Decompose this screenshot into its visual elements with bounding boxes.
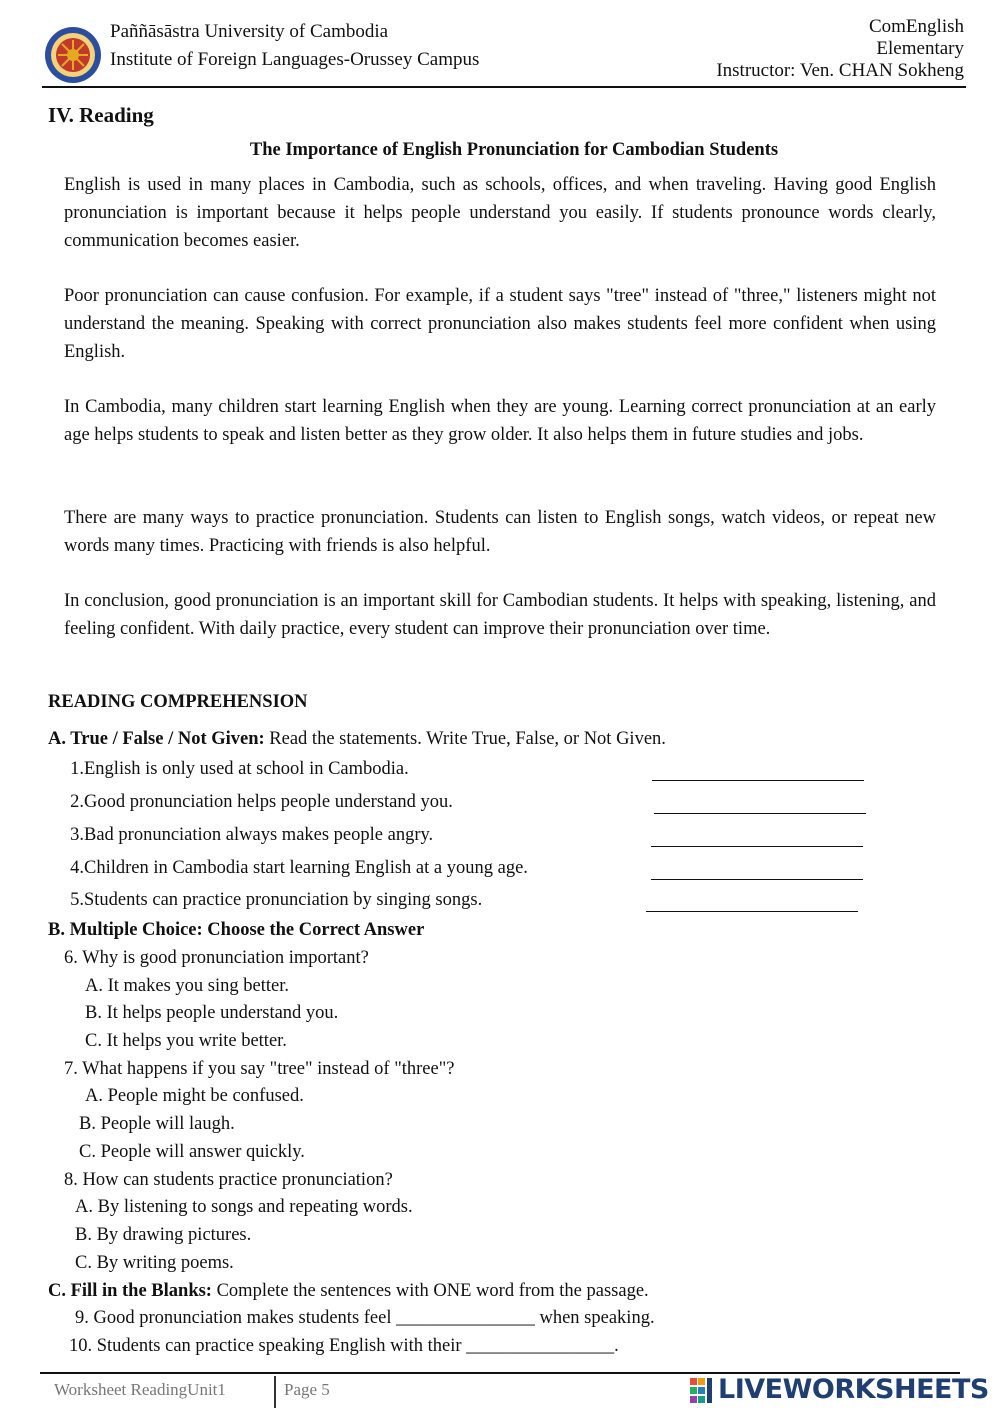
section-title: IV. Reading [48, 103, 154, 127]
footer-separator [274, 1376, 276, 1408]
mc-option[interactable]: B. It helps people understand you. [85, 1003, 339, 1023]
mc-option[interactable]: A. People might be confused. [85, 1086, 304, 1106]
mc-option[interactable]: C. People will answer quickly. [79, 1142, 305, 1162]
true-false-instruction: Read the statements. Write True, False, or Not Given. [264, 729, 666, 749]
fill-blank-item[interactable]: 10. Students can practice speaking English with their ________________. [69, 1336, 619, 1356]
item-number: 1. [70, 759, 84, 779]
item-number: 2. [70, 792, 84, 812]
item-statement: Good pronunciation helps people understand you. [84, 792, 453, 812]
footer-page-number: Page 5 [284, 1380, 330, 1399]
comprehension-title: READING COMPREHENSION [48, 692, 308, 712]
course-level: Elementary [876, 38, 964, 59]
mc-question: 8. How can students practice pronunciation? [64, 1170, 393, 1190]
liveworksheets-wordmark: LIVEWORKSHEETS [718, 1374, 989, 1405]
header-institution [110, 18, 479, 74]
item-number: 4. [70, 858, 84, 878]
item-statement: Students can practice pronunciation by singing songs. [84, 890, 483, 910]
fill-blanks-heading [48, 1281, 649, 1302]
fill-blanks-label: C. Fill in the Blanks: [48, 1281, 212, 1301]
true-false-label: A. True / False / Not Given: [48, 729, 265, 749]
university-name: Paññāsāstra University of Cambodia [110, 21, 389, 42]
mc-question: 6. Why is good pronunciation important? [64, 948, 369, 968]
item-statement: Bad pronunciation always makes people angry. [84, 825, 434, 845]
answer-blank[interactable] [646, 911, 858, 912]
answer-blank[interactable] [651, 879, 863, 880]
mc-question: 7. What happens if you say "tree" instead of "three"? [64, 1059, 455, 1079]
true-false-item [64, 759, 864, 789]
footer-worksheet-name: Worksheet ReadingUnit1 [54, 1380, 226, 1399]
passage-title: The Importance of English Pronunciation for Cambodian Students [249, 140, 779, 160]
multiple-choice-heading: B. Multiple Choice: Choose the Correct Answer [48, 920, 425, 940]
liveworksheets-logo-icon [690, 1378, 714, 1404]
mc-option[interactable]: C. By writing poems. [75, 1253, 234, 1273]
item-statement: English is only used at school in Cambodia. [84, 759, 409, 779]
true-false-item [64, 825, 864, 855]
true-false-item [64, 890, 864, 920]
passage-paragraph: There are many ways to practice pronunciation. Students can listen to English songs, watch videos, or repeat new words many times. Practicing with friends is also helpful. [64, 508, 936, 556]
mc-option[interactable]: C. It helps you write better. [85, 1031, 287, 1051]
passage-paragraph: In Cambodia, many children start learning English when they are young. Learning correct pronunciation at an early age helps students to speak and listen better as they grow older. It also helps them in future studies and jobs. [64, 397, 936, 445]
mc-option[interactable]: A. By listening to songs and repeating words. [75, 1197, 413, 1217]
item-number: 3. [70, 825, 84, 845]
fill-blank-item[interactable]: 9. Good pronunciation makes students feel _______________ when speaking. [75, 1308, 655, 1328]
true-false-heading [48, 729, 666, 750]
liveworksheets-brand[interactable] [690, 1374, 990, 1408]
instructor-name: Instructor: Ven. CHAN Sokheng [716, 60, 964, 81]
fill-blanks-instruction: Complete the sentences with ONE word from the passage. [211, 1281, 649, 1301]
item-statement: Children in Cambodia start learning English at a young age. [84, 858, 528, 878]
answer-blank[interactable] [652, 780, 864, 781]
true-false-item [64, 858, 864, 888]
true-false-item [64, 792, 864, 822]
header-divider [42, 86, 966, 88]
university-seal-logo [44, 26, 102, 84]
passage-paragraph: In conclusion, good pronunciation is an important skill for Cambodian students. It helps with speaking, listening, and feeling confident. With daily practice, every student can improve their pronunciation over time. [64, 591, 936, 639]
course-name: ComEnglish [868, 16, 964, 37]
mc-option[interactable]: B. People will laugh. [79, 1114, 235, 1134]
answer-blank[interactable] [654, 813, 866, 814]
passage-paragraph: Poor pronunciation can cause confusion. For example, if a student says "tree" instead of "three," listeners might not understand the meaning. Speaking with correct pronunciation also makes students feel more confident when using English. [64, 286, 936, 362]
institute-name: Institute of Foreign Languages-Orussey Campus [110, 49, 480, 70]
item-number: 5. [70, 890, 84, 910]
mc-option[interactable]: A. It makes you sing better. [85, 976, 289, 996]
header-course-info [716, 16, 964, 82]
mc-option[interactable]: B. By drawing pictures. [75, 1225, 252, 1245]
passage-paragraph: English is used in many places in Cambodia, such as schools, offices, and when traveling. Having good English pronunciation is important because it helps people understand you easily. If students pronounce words clearly, communication becomes easier. [64, 175, 936, 251]
answer-blank[interactable] [651, 846, 863, 847]
